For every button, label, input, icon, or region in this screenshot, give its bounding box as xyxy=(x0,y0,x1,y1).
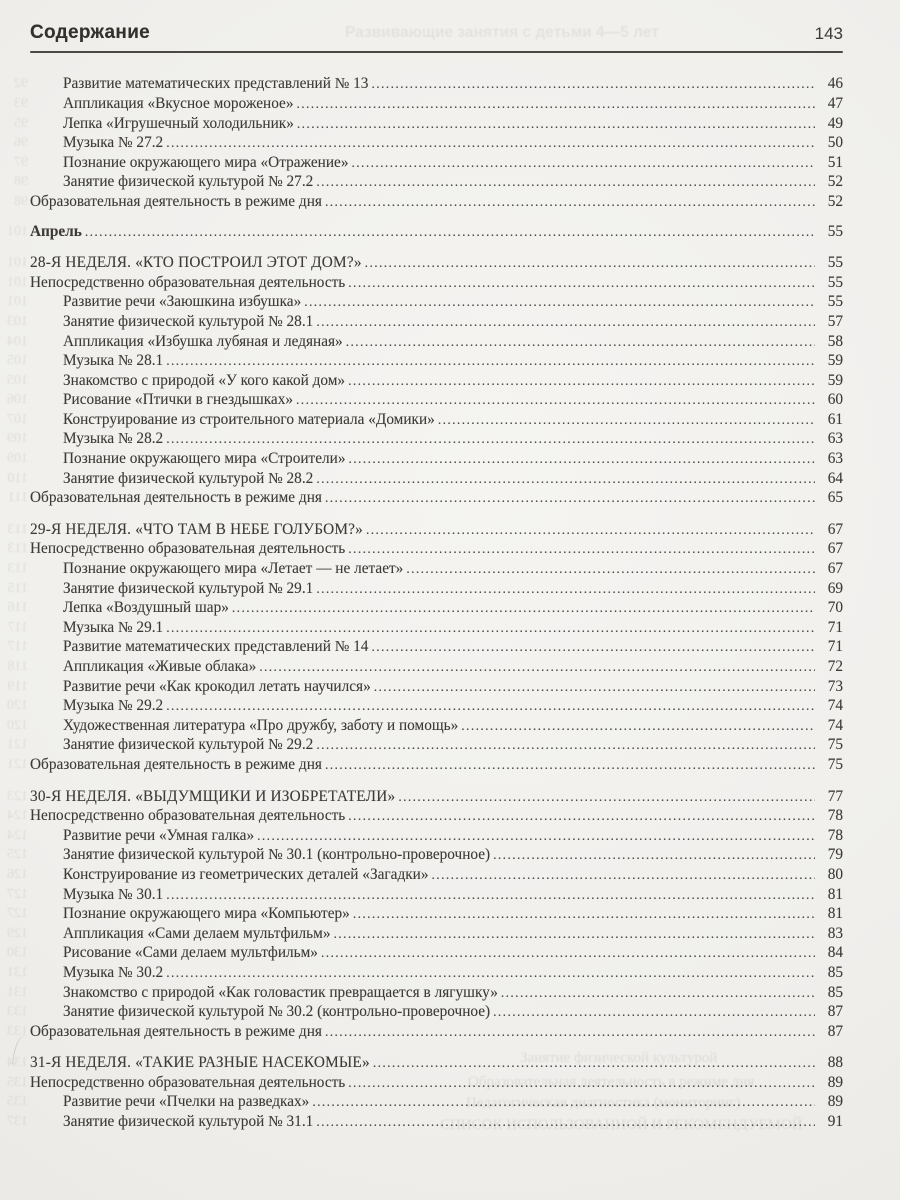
show-through-number: 133 xyxy=(7,1004,28,1020)
toc-entry xyxy=(7,1022,843,1042)
dot-leader xyxy=(348,449,815,469)
toc-entry xyxy=(14,172,843,192)
dot-leader xyxy=(296,94,815,114)
toc-entry xyxy=(7,312,843,332)
toc-entry-title: Знакомство с природой «У кого какой дом» xyxy=(63,371,346,389)
dot-leader xyxy=(371,637,815,657)
dot-leader xyxy=(259,657,815,677)
dot-leader xyxy=(325,1022,815,1042)
toc-entry xyxy=(7,806,843,826)
toc-entry xyxy=(7,865,843,885)
dot-leader xyxy=(373,1053,815,1073)
toc-entry xyxy=(7,983,843,1003)
dot-leader xyxy=(432,865,815,885)
toc-entry xyxy=(7,637,843,657)
toc-entry xyxy=(7,755,843,775)
dot-leader xyxy=(85,222,815,242)
toc-entry xyxy=(7,520,843,540)
show-through-number: 101 xyxy=(7,255,28,271)
show-through-number: 105 xyxy=(7,353,28,369)
toc-entry-page: 64 xyxy=(827,469,843,487)
toc-entry xyxy=(14,74,843,94)
toc-entry-title: Аппликация «Живые облака» xyxy=(63,658,257,676)
show-through-text: СПИСОК ИСПОЛЬЗОВАННОЙ И РЕКОМЕНДУЕМОЙ xyxy=(440,1117,803,1133)
toc-entry-page: 87 xyxy=(827,1003,843,1021)
show-through-number: 117 xyxy=(7,619,28,635)
page-number: 143 xyxy=(814,24,843,43)
toc-entry-page: 73 xyxy=(827,677,843,695)
show-through-number: 120 xyxy=(7,698,28,714)
toc-entry xyxy=(7,904,843,924)
toc-entry-page: 89 xyxy=(827,1093,843,1111)
toc-entry-page: 71 xyxy=(827,618,843,636)
dot-leader xyxy=(371,74,815,94)
toc-entry-page: 81 xyxy=(827,905,843,923)
toc-entry xyxy=(8,488,843,508)
show-through-number: 95 xyxy=(14,115,28,131)
dot-leader xyxy=(501,983,815,1003)
toc-entry-page: 49 xyxy=(827,114,843,132)
show-through-number: 125 xyxy=(7,847,28,863)
toc-list xyxy=(7,74,843,1131)
dot-leader xyxy=(346,332,815,352)
dot-leader xyxy=(353,904,815,924)
toc-entry-page: 69 xyxy=(827,579,843,597)
dot-leader xyxy=(374,677,815,697)
toc-entry-title: Музыка № 29.1 xyxy=(63,618,164,636)
dot-leader xyxy=(166,618,815,638)
show-through-number: 98 xyxy=(14,174,28,190)
toc-entry-page: 83 xyxy=(827,924,843,942)
dot-leader xyxy=(348,371,815,391)
toc-entry-page: 55 xyxy=(827,273,843,291)
toc-entry-page: 46 xyxy=(827,75,843,93)
toc-entry-title: Занятие физической культурой № 28.2 xyxy=(63,469,314,487)
dot-leader xyxy=(296,390,815,410)
show-through-number: 131 xyxy=(7,984,28,1000)
show-through-number: 111 xyxy=(8,490,28,506)
toc-entry-title: Занятие физической культурой № 27.2 xyxy=(63,173,314,191)
toc-entry-title: Непосредственно образовательная деятельность xyxy=(30,273,346,291)
toc-entry-page: 72 xyxy=(827,658,843,676)
toc-entry xyxy=(7,716,843,736)
toc-entry-page: 91 xyxy=(827,1113,843,1131)
toc-entry-title: Рисование «Сами делаем мультфильм» xyxy=(63,944,318,962)
show-through-number: 131 xyxy=(7,964,28,980)
toc-entry-page: 52 xyxy=(827,173,843,191)
dot-leader xyxy=(304,292,815,312)
dot-leader xyxy=(348,806,815,826)
toc-entry-page: 75 xyxy=(827,755,843,773)
toc-entry-title: Непосредственно образовательная деятельность xyxy=(30,807,346,825)
show-through-number: 115 xyxy=(7,580,28,596)
toc-entry xyxy=(7,845,843,865)
dot-leader xyxy=(352,153,816,173)
toc-entry-page: 55 xyxy=(827,293,843,311)
toc-entry-page: 70 xyxy=(827,599,843,617)
show-through-number: 113 xyxy=(7,561,28,577)
toc-entry xyxy=(7,598,843,618)
toc-entry-title: Образовательная деятельность в режиме дня xyxy=(30,1022,322,1040)
toc-entry-page: 74 xyxy=(827,697,843,715)
dot-leader xyxy=(166,963,815,983)
toc-entry-page: 61 xyxy=(827,410,843,428)
show-through-number: 110 xyxy=(7,470,28,486)
dot-leader xyxy=(461,716,815,736)
toc-entry xyxy=(7,924,843,944)
toc-entry-page: 78 xyxy=(827,826,843,844)
dot-leader xyxy=(325,192,815,212)
show-through-number: 93 xyxy=(14,95,28,111)
toc-entry-title: Развитие речи «Умная галка» xyxy=(63,826,255,844)
toc-entry-page: 67 xyxy=(827,520,843,538)
show-through-number: 118 xyxy=(7,659,28,675)
show-through-number: 117 xyxy=(7,639,28,655)
toc-entry-page: 85 xyxy=(827,983,843,1001)
toc-entry-page: 87 xyxy=(827,1022,843,1040)
toc-entry-page: 89 xyxy=(827,1073,843,1091)
toc-entry xyxy=(7,539,843,559)
toc-entry-title: Конструирование из геометрических деталей «Загадки» xyxy=(63,865,429,883)
toc-entry-title: Музыка № 27.2 xyxy=(63,134,164,152)
toc-entry-page: 55 xyxy=(827,222,843,240)
dot-leader xyxy=(257,826,815,846)
toc-entry-title: Непосредственно образовательная деятельность xyxy=(30,1073,346,1091)
toc-entry-page: 60 xyxy=(827,391,843,409)
toc-entry-title: Познание окружающего мира «Отражение» xyxy=(63,153,349,171)
dot-leader xyxy=(316,312,815,332)
toc-entry-page: 59 xyxy=(827,371,843,389)
toc-entry-page: 80 xyxy=(827,865,843,883)
toc-entry xyxy=(7,943,843,963)
dot-leader xyxy=(325,488,815,508)
show-through-number: 98 xyxy=(14,193,28,209)
toc-entry-title: Музыка № 29.2 xyxy=(63,697,164,715)
dot-leader xyxy=(365,253,815,273)
toc-entry xyxy=(7,657,843,677)
toc-entry xyxy=(7,787,843,807)
show-through-number: 121 xyxy=(7,756,28,772)
show-through-number: 105 xyxy=(7,372,28,388)
show-through-number: 135 xyxy=(7,1094,28,1110)
dot-leader xyxy=(325,755,815,775)
toc-entry xyxy=(7,579,843,599)
show-through-number: 121 xyxy=(7,737,28,753)
toc-entry xyxy=(7,469,843,489)
toc-entry xyxy=(7,559,843,579)
show-through-number: 101 xyxy=(7,294,28,310)
dot-leader xyxy=(493,845,815,865)
toc-entry-title: Занятие физической культурой № 28.1 xyxy=(63,312,314,330)
toc-entry xyxy=(7,1092,843,1112)
toc-entry-page: 63 xyxy=(827,430,843,448)
toc-entry-title: 31-Я НЕДЕЛЯ. «ТАКИЕ РАЗНЫЕ НАСЕКОМЫЕ» xyxy=(30,1054,370,1072)
dot-leader xyxy=(166,351,815,371)
toc-entry xyxy=(7,273,843,293)
dot-leader xyxy=(398,787,815,807)
toc-entry-page: 59 xyxy=(827,352,843,370)
show-through-number: 101 xyxy=(7,274,28,290)
show-through-number: 96 xyxy=(14,135,28,151)
toc-entry-title: Непосредственно образовательная деятельность xyxy=(30,540,346,558)
toc-entry xyxy=(7,826,843,846)
show-through-number: 101 xyxy=(7,223,28,239)
toc-entry-page: 71 xyxy=(827,638,843,656)
toc-entry xyxy=(7,371,843,391)
dot-leader xyxy=(166,133,815,153)
toc-entry-page: 88 xyxy=(827,1054,843,1072)
toc-entry-title: Занятие физической культурой № 30.1 (контрольно-проверочное) xyxy=(63,846,491,864)
show-through-number: 127 xyxy=(7,906,28,922)
toc-entry-page: 52 xyxy=(827,192,843,210)
toc-entry-page: 65 xyxy=(827,489,843,507)
show-through-number: 113 xyxy=(7,521,28,537)
toc-entry xyxy=(7,222,843,242)
show-through-number: 119 xyxy=(7,678,28,694)
toc-entry-page: 50 xyxy=(827,134,843,152)
show-through-number: 120 xyxy=(7,717,28,733)
toc-entry xyxy=(7,449,843,469)
show-through-number: 104 xyxy=(7,333,28,349)
dot-leader xyxy=(166,885,815,905)
toc-entry-title: Образовательная деятельность в режиме дня xyxy=(30,489,322,507)
toc-entry-title: Рисование «Птички в гнездышках» xyxy=(63,391,294,409)
show-through-number: 97 xyxy=(14,154,28,170)
toc-entry xyxy=(7,677,843,697)
toc-entry-page: 55 xyxy=(827,254,843,272)
toc-entry xyxy=(7,332,843,352)
toc-entry xyxy=(7,1112,843,1132)
toc-entry xyxy=(7,735,843,755)
toc-entry-page: 81 xyxy=(827,885,843,903)
toc-entry-page: 57 xyxy=(827,312,843,330)
toc-entry-title: Занятие физической культурой № 29.2 xyxy=(63,736,314,754)
toc-entry-title: Занятие физической культурой № 31.1 xyxy=(63,1113,314,1131)
toc-entry-title: Аппликация «Сами делаем мультфильм» xyxy=(63,924,331,942)
toc-entry-title: 30-Я НЕДЕЛЯ. «ВЫДУМЩИКИ И ИЗОБРЕТАТЕЛИ» xyxy=(30,787,396,805)
toc-entry xyxy=(7,390,843,410)
toc-entry-page: 58 xyxy=(827,332,843,350)
toc-entry-page: 74 xyxy=(827,716,843,734)
show-through-number: 137 xyxy=(7,1114,28,1130)
toc-entry-title: Познание окружающего мира «Летает — не летает» xyxy=(63,560,404,578)
dot-leader xyxy=(166,696,815,716)
show-through-number: 107 xyxy=(7,411,28,427)
show-through-number: 92 xyxy=(14,76,28,92)
dot-leader xyxy=(493,1002,815,1022)
dot-leader xyxy=(366,520,815,540)
toc-entry xyxy=(7,429,843,449)
dot-leader xyxy=(166,429,815,449)
dot-leader xyxy=(316,172,815,192)
toc-entry xyxy=(7,351,843,371)
show-through-number: 103 xyxy=(7,313,28,329)
toc-entry-title: Познание окружающего мира «Компьютер» xyxy=(63,905,350,923)
toc-entry-title: Развитие речи «Как крокодил летать научился» xyxy=(63,677,371,695)
toc-entry xyxy=(7,292,843,312)
toc-entry-page: 67 xyxy=(827,540,843,558)
show-through-text: Образовательная деятельность в режиме дня xyxy=(468,1074,755,1090)
header-rule xyxy=(30,51,843,53)
toc-entry-page: 77 xyxy=(827,787,843,805)
dot-leader xyxy=(348,1073,815,1093)
toc-entry-title: Лепка «Воздушный шар» xyxy=(63,599,229,617)
show-through-number: 129 xyxy=(7,925,28,941)
toc-entry-title: Развитие математических представлений № 13 xyxy=(63,75,369,93)
toc-entry-title: Музыка № 30.2 xyxy=(63,963,164,981)
show-through-number: 126 xyxy=(7,866,28,882)
toc-entry-page: 75 xyxy=(827,736,843,754)
toc-entry-title: Познание окружающего мира «Строители» xyxy=(63,450,346,468)
toc-entry xyxy=(7,253,843,273)
dot-leader xyxy=(316,579,815,599)
toc-entry-title: Образовательная деятельность в режиме дня xyxy=(30,192,322,210)
show-through-number: 109 xyxy=(7,431,28,447)
toc-entry-title: Занятие физической культурой № 30.2 (контрольно-проверочное) xyxy=(63,1003,491,1021)
dot-leader xyxy=(321,943,815,963)
toc-entry-title: Музыка № 28.1 xyxy=(63,352,164,370)
toc-entry xyxy=(7,618,843,638)
toc-entry-title: Музыка № 30.1 xyxy=(63,885,164,903)
show-through-number: 124 xyxy=(7,827,28,843)
toc-entry-title: Образовательная деятельность в режиме дня xyxy=(30,755,322,773)
toc-entry-title: Развитие речи «Заюшкина избушка» xyxy=(63,293,302,311)
toc-entry xyxy=(7,1002,843,1022)
toc-entry-title: Лепка «Игрушечный холодильник» xyxy=(63,114,294,132)
toc-entry-title: Развитие речи «Пчелки на разведках» xyxy=(63,1093,310,1111)
show-through-number: 106 xyxy=(7,392,28,408)
toc-entry-title: Аппликация «Вкусное мороженое» xyxy=(63,94,294,112)
toc-entry-title: Развитие математических представлений № 14 xyxy=(63,638,369,656)
show-through-number: 116 xyxy=(7,600,28,616)
toc-entry-page: 79 xyxy=(827,846,843,864)
toc-entry xyxy=(14,114,843,134)
show-through-text: Педагогическая диагностика (мониторинг) xyxy=(466,1095,741,1111)
dot-leader xyxy=(316,469,815,489)
toc-entry-page: 67 xyxy=(827,560,843,578)
dot-leader xyxy=(334,924,816,944)
show-through-number: 133 xyxy=(7,1023,28,1039)
show-through-number: 135 xyxy=(7,1074,28,1090)
show-through-number: 113 xyxy=(7,541,28,557)
show-through-number: 124 xyxy=(7,808,28,824)
dot-leader xyxy=(348,273,815,293)
dot-leader xyxy=(438,410,815,430)
show-through-text: Развивающие занятия с детьми 4—5 лет xyxy=(345,24,659,41)
toc-entry-page: 47 xyxy=(827,94,843,112)
toc-entry xyxy=(7,696,843,716)
toc-entry-title: Музыка № 28.2 xyxy=(63,430,164,448)
toc-entry-title: Аппликация «Избушка лубяная и ледяная» xyxy=(63,332,343,350)
dot-leader xyxy=(348,539,815,559)
dot-leader xyxy=(316,1112,815,1132)
show-through-text: Занятие физической культурой xyxy=(520,1050,718,1066)
dot-leader xyxy=(297,114,815,134)
toc-entry-page: 84 xyxy=(827,944,843,962)
toc-entry-title: Занятие физической культурой № 29.1 xyxy=(63,579,314,597)
page-header xyxy=(30,22,843,44)
toc-entry-title: 28-Я НЕДЕЛЯ. «КТО ПОСТРОИЛ ЭТОТ ДОМ?» xyxy=(30,254,362,272)
toc-entry xyxy=(14,192,843,212)
show-through-number: 127 xyxy=(7,886,28,902)
toc-entry xyxy=(7,1053,843,1073)
dot-leader xyxy=(316,735,815,755)
toc-entry-title: 29-Я НЕДЕЛЯ. «ЧТО ТАМ В НЕБЕ ГОЛУБОМ?» xyxy=(30,520,363,538)
toc-entry-title: Апрель xyxy=(30,222,82,240)
toc-entry-page: 63 xyxy=(827,450,843,468)
toc-entry xyxy=(14,153,843,173)
toc-entry xyxy=(14,133,843,153)
toc-entry-page: 85 xyxy=(827,963,843,981)
show-through-number: 130 xyxy=(7,945,28,961)
toc-entry-title: Знакомство с природой «Как головастик превращается в лягушку» xyxy=(63,983,498,1001)
toc-entry xyxy=(14,94,843,114)
toc-entry-page: 51 xyxy=(827,153,843,171)
toc-entry xyxy=(7,1073,843,1093)
show-through-number: 109 xyxy=(7,451,28,467)
toc-entry-title: Художественная литература «Про дружбу, заботу и помощь» xyxy=(63,716,459,734)
show-through-number: 123 xyxy=(7,788,28,804)
dot-leader xyxy=(312,1092,815,1112)
toc-entry-title: Конструирование из строительного материала «Домики» xyxy=(63,410,435,428)
toc-entry xyxy=(7,885,843,905)
toc-entry xyxy=(7,963,843,983)
show-through-number: 134 xyxy=(7,1055,28,1071)
page-title: Содержание xyxy=(30,22,151,43)
toc-entry-page: 78 xyxy=(827,807,843,825)
toc-entry xyxy=(7,410,843,430)
dot-leader xyxy=(232,598,815,618)
dot-leader xyxy=(406,559,815,579)
